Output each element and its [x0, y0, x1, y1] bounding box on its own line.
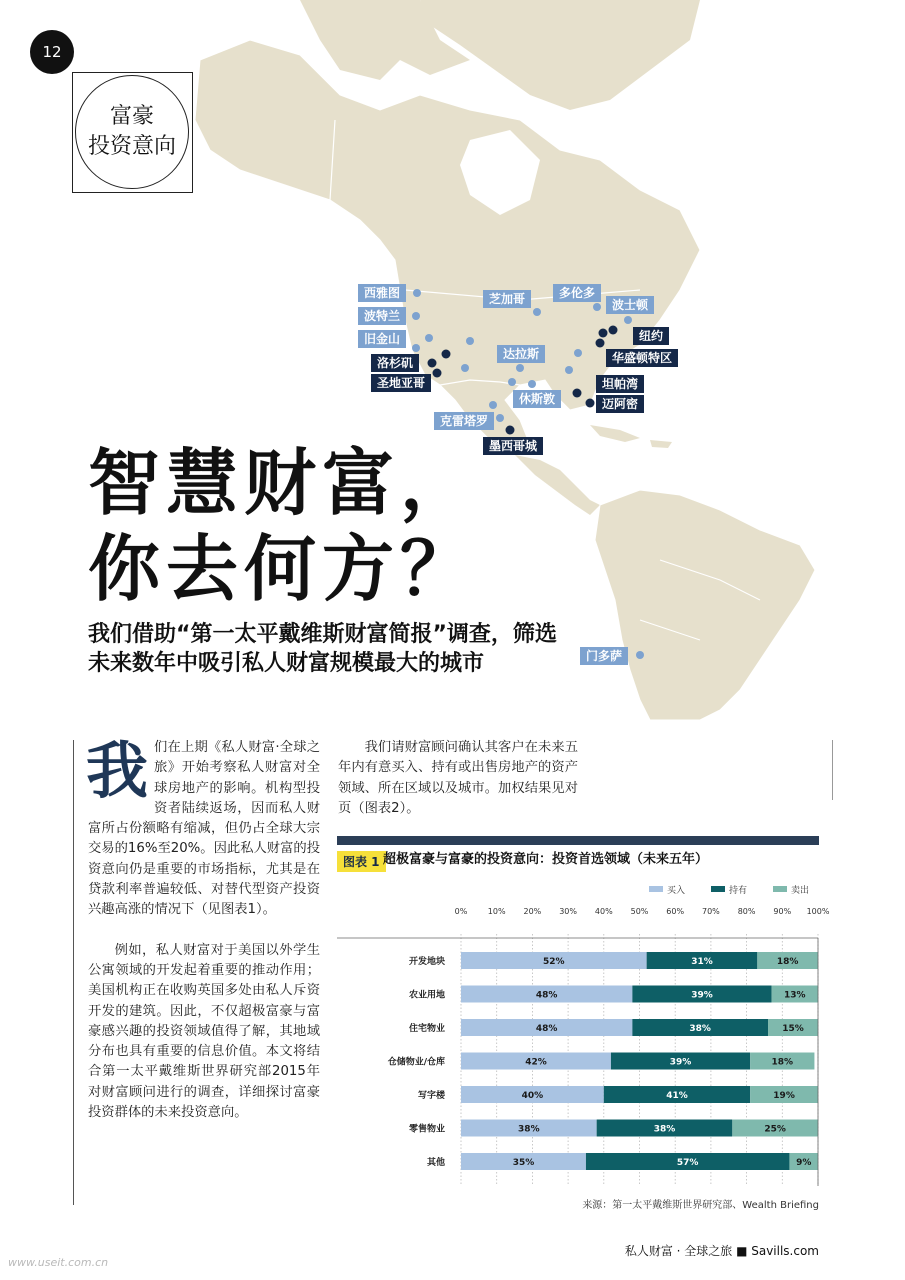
- city-label-new-york: 纽约: [633, 327, 669, 345]
- data-label-1-1: 39%: [691, 990, 713, 1001]
- drop-cap: 我: [86, 734, 149, 807]
- category-label-5: 零售物业: [408, 1124, 445, 1135]
- legend-label-1: 持有: [729, 886, 748, 896]
- data-label-3-2: 18%: [771, 1057, 794, 1068]
- city-label-washington-dc: 华盛顿特区: [606, 349, 678, 367]
- city-label-queretaro: 克雷塔罗: [434, 412, 494, 430]
- headline: [88, 440, 478, 612]
- chart-header-bar: [337, 836, 819, 845]
- data-label-6-1: 57%: [676, 1158, 699, 1168]
- section-circle: [75, 75, 189, 189]
- data-label-4-2: 19%: [773, 1091, 795, 1101]
- category-label-3: 仓储物业/仓库: [387, 1057, 445, 1068]
- x-tick-label-7: 70%: [702, 907, 720, 916]
- city-label-mendoza: 门多萨: [580, 647, 628, 665]
- x-tick-label-2: 20%: [523, 907, 542, 916]
- city-label-toronto: 多伦多: [553, 284, 601, 302]
- data-label-0-0: 52%: [543, 957, 565, 967]
- data-label-0-1: 31%: [691, 957, 713, 967]
- data-label-5-0: 38%: [518, 1124, 540, 1135]
- body-paragraph-3: 我们请财富顾问确认其客户在未来五年内有意买入、持有或出售房地产的资产领域、所在区域以及城市。加权结果见对页（图表2）。: [338, 740, 578, 816]
- legend-swatch-2: [773, 886, 787, 892]
- stacked-bar-chart: [337, 876, 830, 1196]
- data-label-5-2: 25%: [764, 1124, 786, 1135]
- x-tick-label-9: 90%: [773, 907, 792, 916]
- data-label-2-0: 48%: [535, 1024, 558, 1034]
- city-label-houston: 休斯敦: [513, 390, 561, 408]
- data-label-6-0: 35%: [512, 1158, 535, 1168]
- category-label-2: 住宅物业: [408, 1024, 445, 1034]
- legend-label-2: 卖出: [791, 886, 810, 896]
- page-footer: 私人财富 · 全球之旅 ■ Savills.com: [624, 1244, 819, 1258]
- body-paragraph-2: 例如，私人财富对于美国以外学生公寓领域的开发起着重要的推动作用；美国机构正在收购英国多处由私人斥资开发的建筑。因此，不仅超极富豪与富豪感兴趣的投资领域值得了解，其地域分布也具有重要的信息价值。本文将结合第一太平戴维斯世界研究部2015年对财富顾问进行的调查，详细探讨富豪投资群体的未来投资意向。: [88, 942, 320, 1121]
- section-title-line1: 富豪: [109, 104, 154, 129]
- category-label-4: 写字楼: [417, 1091, 445, 1101]
- city-label-seattle: 西雅图: [358, 284, 406, 302]
- data-label-3-0: 42%: [525, 1057, 547, 1068]
- data-label-2-1: 38%: [689, 1024, 711, 1034]
- data-label-1-2: 13%: [784, 990, 806, 1001]
- city-label-san-diego: 圣地亚哥: [371, 374, 431, 392]
- city-label-mexico-city: 墨西哥城: [483, 437, 543, 455]
- category-label-6: 其他: [426, 1158, 445, 1168]
- data-label-3-1: 39%: [669, 1057, 692, 1068]
- city-label-miami: 迈阿密: [596, 395, 644, 413]
- column-divider: [73, 740, 74, 1205]
- city-label-dallas: 达拉斯: [497, 345, 545, 363]
- data-label-5-1: 38%: [653, 1124, 676, 1135]
- city-label-portland: 波特兰: [358, 307, 406, 325]
- x-tick-label-0: 0%: [454, 907, 468, 916]
- x-tick-label-10: 100%: [806, 907, 830, 916]
- right-rule: [832, 740, 833, 800]
- data-label-4-0: 40%: [521, 1091, 544, 1101]
- data-label-2-2: 15%: [782, 1024, 804, 1034]
- subheadline: 我们借助“第一太平戴维斯财富简报”调查，筛选未来数年中吸引私人财富规模最大的城市: [88, 622, 557, 676]
- city-label-los-angeles: 洛杉矶: [371, 354, 419, 372]
- category-label-1: 农业用地: [408, 990, 445, 1001]
- watermark: www.useit.com.cn: [8, 1256, 109, 1269]
- city-label-boston: 波士顿: [606, 296, 654, 314]
- x-tick-label-1: 10%: [487, 907, 506, 916]
- data-label-6-2: 9%: [796, 1158, 812, 1168]
- body-paragraph-1: [86, 734, 320, 921]
- paragraph-1-text: 们在上期《私人财富·全球之旅》开始考察私人财富对全球房地产的影响。机构型投资者陆续返场，因而私人财富所占份额略有缩减，但仍占全球大宗交易的16%至20%。因此私人财富的投资意向仍是重要的市场指标，尤其是在贷款利率普遍较低、对替代型资产投资兴趣高涨的情况下（见图表1）。: [88, 740, 320, 918]
- x-tick-label-3: 30%: [559, 907, 577, 916]
- legend-label-0: 买入: [667, 886, 686, 896]
- section-badge: [72, 72, 193, 193]
- chart-title: 超极富豪与富豪的投资意向：投资首选领域（未来五年）: [383, 852, 709, 867]
- section-title-line2: 投资意向: [87, 134, 176, 159]
- x-tick-label-6: 60%: [666, 907, 685, 916]
- city-label-san-francisco: 旧金山: [358, 330, 406, 348]
- x-tick-label-4: 40%: [594, 907, 613, 916]
- headline-line2: 你去何方？: [88, 527, 479, 611]
- chart-label: 图表 1: [337, 851, 386, 872]
- chart-source: 来源：第一太平戴维斯世界研究部、Wealth Briefing: [582, 1200, 819, 1211]
- city-label-tampa-bay: 坦帕湾: [596, 375, 644, 393]
- body-column-1: [86, 734, 320, 1123]
- data-label-4-1: 41%: [666, 1091, 688, 1101]
- city-label-chicago: 芝加哥: [483, 290, 531, 308]
- x-tick-label-5: 50%: [630, 907, 649, 916]
- data-label-0-2: 18%: [776, 957, 799, 967]
- category-label-0: 开发地块: [408, 957, 445, 967]
- legend-swatch-1: [711, 886, 725, 892]
- x-tick-label-8: 80%: [737, 907, 756, 916]
- data-label-1-0: 48%: [535, 990, 558, 1001]
- headline-line1: 智慧财富，: [88, 441, 479, 525]
- page-number: 12: [30, 30, 74, 74]
- legend-swatch-0: [649, 886, 663, 892]
